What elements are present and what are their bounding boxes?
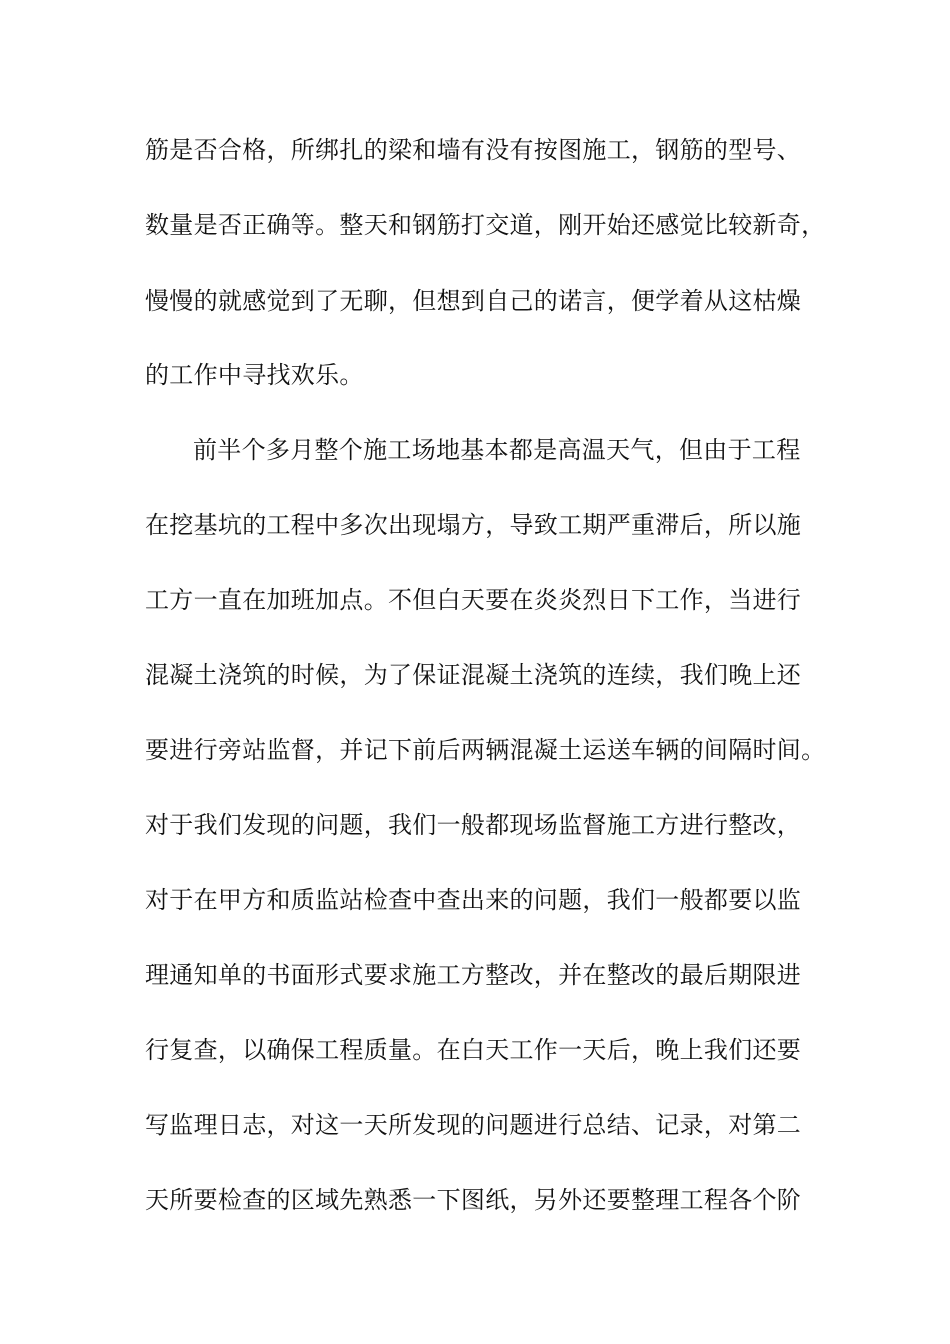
text-line: 慢慢的就感觉到了无聊，但想到自己的诺言，便学着从这枯燥 <box>145 287 802 315</box>
text-line: 天所要检查的区域先熟悉一下图纸，另外还要整理工程各个阶 <box>145 1186 802 1214</box>
text-line: 在挖基坑的工程中多次出现塌方，导致工期严重滞后，所以施 <box>145 511 802 539</box>
text-line: 对于在甲方和质监站检查中查出来的问题，我们一般都要以监 <box>145 886 802 914</box>
text-line: 混凝土浇筑的时候，为了保证混凝土浇筑的连续，我们晚上还 <box>145 661 802 689</box>
text-line: 行复查，以确保工程质量。在白天工作一天后，晚上我们还要 <box>145 1036 802 1064</box>
text-line: 对于我们发现的问题，我们一般都现场监督施工方进行整改， <box>145 811 802 839</box>
text-line: 写监理日志，对这一天所发现的问题进行总结、记录，对第二 <box>145 1111 802 1139</box>
text-line: 的工作中寻找欢乐。 <box>145 361 364 389</box>
text-line: 筋是否合格，所绑扎的梁和墙有没有按图施工，钢筋的型号、 <box>145 136 802 164</box>
text-line: 数量是否正确等。整天和钢筋打交道，刚开始还感觉比较新奇， <box>145 211 826 239</box>
text-line: 要进行旁站监督，并记下前后两辆混凝土运送车辆的间隔时间。 <box>145 736 826 764</box>
text-line: 工方一直在加班加点。不但白天要在炎炎烈日下工作，当进行 <box>145 586 802 614</box>
text-line: 前半个多月整个施工场地基本都是高温天气，但由于工程 <box>193 436 801 464</box>
text-line: 理通知单的书面形式要求施工方整改，并在整改的最后期限进 <box>145 961 802 989</box>
